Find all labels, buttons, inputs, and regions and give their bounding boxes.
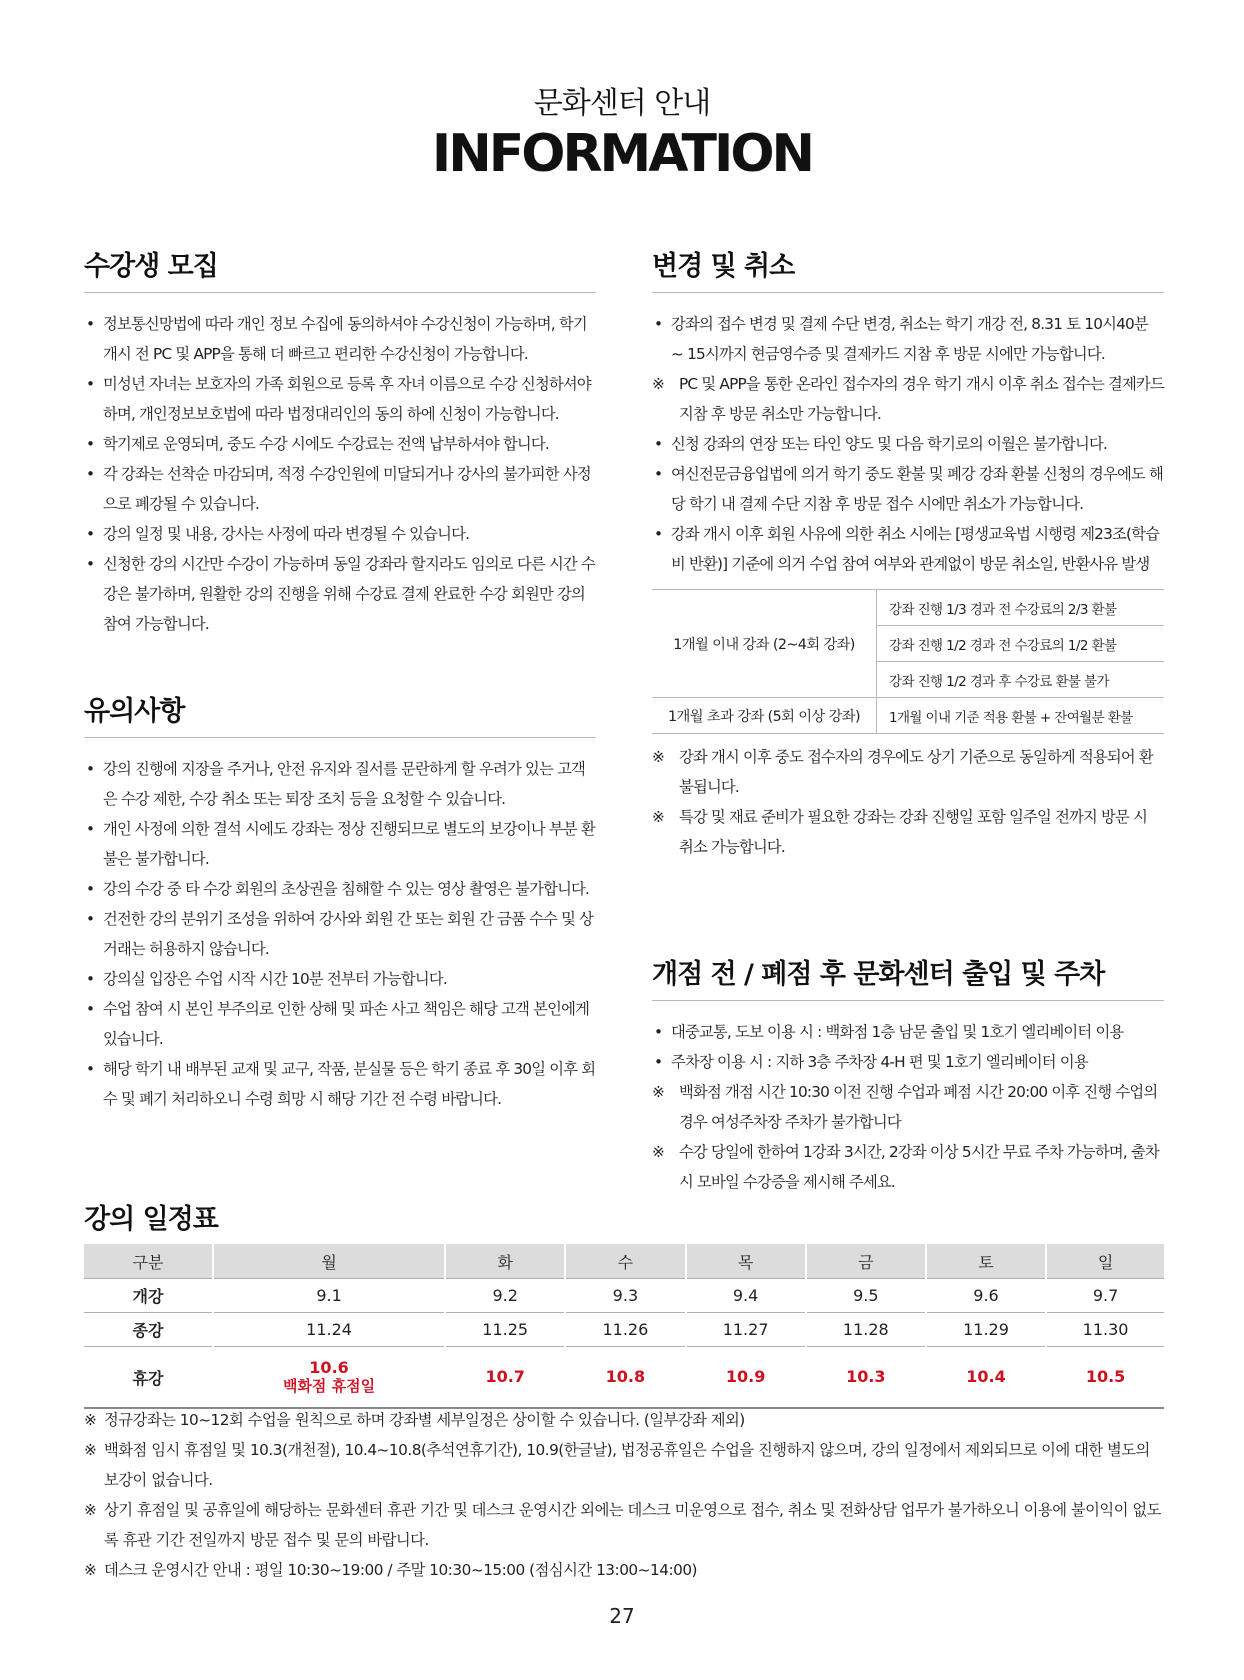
list-item: • 강의 수강 중 타 수강 회원의 초상권을 침해할 수 있는 영상 촬영은 불가합니다. (86, 880, 590, 898)
change-notes (652, 742, 1164, 862)
row-label: 휴강 (84, 1347, 213, 1409)
table-cell: 10.7 (445, 1347, 565, 1409)
table-cell: 11.26 (565, 1313, 685, 1347)
list-item: • 해당 학기 내 배부된 교재 및 교구, 작품, 분실물 등은 학기 종료 후 30일 이후 회수 및 폐기 처리하오니 수령 희망 시 해당 기간 전 수령 바랍니다. (86, 1060, 596, 1108)
table-cell: 9.6 (926, 1279, 1046, 1313)
table-row (84, 1313, 1164, 1347)
recruit-section (84, 250, 596, 639)
table-cell: 11.24 (213, 1313, 445, 1347)
table-row (84, 1279, 1164, 1313)
note-item: ※ 상기 휴점일 및 공휴일에 해당하는 문화센터 휴관 기간 및 데스크 운영시간 외에는 데스크 미운영으로 접수, 취소 및 전화상담 업무가 불가하오니 이용에 불이익이 없도록 휴관 기간 전일까지 방문 접수 및 문의 바랍니다. (84, 1501, 1161, 1549)
column-header: 수 (565, 1244, 685, 1279)
list-item: • 학기제로 운영되며, 중도 수강 시에도 수강료는 전액 납부하셔야 합니다. (86, 435, 549, 453)
column-header: 월 (213, 1244, 445, 1279)
column-header: 구분 (84, 1244, 213, 1279)
list-item: • 신청한 강의 시간만 수강이 가능하며 동일 강좌라 할지라도 임의로 다른 시간 수강은 불가하며, 원활한 강의 진행을 위해 수강료 결제 완료한 수강 회원만 강의 참여 가능합니다. (86, 555, 595, 633)
table-header-row (84, 1244, 1164, 1279)
table-cell: 9.2 (445, 1279, 565, 1313)
list-item: • 여신전문금융업법에 의거 학기 중도 환불 및 폐강 강좌 환불 신청의 경우에도 해당 학기 내 결제 수단 지참 후 방문 접수 시에만 취소가 가능합니다. (654, 465, 1163, 513)
refund-table (652, 589, 1164, 734)
refund-rule: 강좌 진행 1/2 경과 후 수강료 환불 불가 (877, 662, 1165, 698)
table-cell: 9.4 (686, 1279, 806, 1313)
list-item: • 강의 진행에 지장을 주거나, 안전 유지와 질서를 문란하게 할 우려가 있는 고객은 수강 제한, 수강 취소 또는 퇴장 조치 등을 요청할 수 있습니다. (86, 760, 586, 808)
caution-section (84, 695, 596, 1114)
page-header (0, 86, 1244, 184)
list-note: ※ 강좌 개시 이후 중도 접수자의 경우에도 상기 기준으로 동일하게 적용되어 환불됩니다. (652, 748, 1153, 796)
list-item: • 강좌의 접수 변경 및 결제 수단 변경, 취소는 학기 개강 전, 8.31 토 10시40분 ~ 15시까지 현금영수증 및 결제카드 지참 후 방문 시에만 가능합니다. (654, 315, 1148, 363)
change-title: 변경 및 취소 (652, 250, 1164, 293)
list-item: • 주차장 이용 시 : 지하 3층 주차장 4-H 편 및 1호기 엘리베이터 이용 (654, 1053, 1088, 1071)
access-section (652, 958, 1164, 1197)
recruit-title: 수강생 모집 (84, 250, 596, 293)
table-cell: 11.29 (926, 1313, 1046, 1347)
list-item: • 수업 참여 시 본인 부주의로 인한 상해 및 파손 사고 책임은 해당 고객 본인에게 있습니다. (86, 1000, 590, 1048)
list-item: • 건전한 강의 분위기 조성을 위하여 강사와 회원 간 또는 회원 간 금품 수수 및 상거래는 허용하지 않습니다. (86, 910, 594, 958)
table-cell: 10.5 (1046, 1347, 1164, 1409)
table-cell: 11.30 (1046, 1313, 1164, 1347)
table-cell: 9.3 (565, 1279, 685, 1313)
header-subtitle: 문화센터 안내 (533, 86, 711, 121)
change-section (652, 250, 1164, 862)
table-cell (213, 1347, 445, 1409)
table-cell: 9.1 (213, 1279, 445, 1313)
caution-list (84, 754, 596, 1114)
page-number: 27 (609, 1604, 635, 1628)
list-note: ※ 특강 및 재료 준비가 필요한 강좌는 강좌 진행일 포함 일주일 전까지 방문 시 취소 가능합니다. (652, 808, 1148, 856)
table-cell: 11.25 (445, 1313, 565, 1347)
list-item: • 강좌 개시 이후 회원 사유에 의한 취소 시에는 [평생교육법 시행령 제23조(학습비 반환)] 기준에 의거 수업 참여 여부와 관계없이 방문 취소일, 반환사유 발생 (654, 525, 1160, 573)
column-header: 금 (806, 1244, 926, 1279)
refund-rule: 강좌 진행 1/2 경과 전 수강료의 1/2 환불 (877, 626, 1165, 662)
bottom-notes (84, 1405, 1164, 1585)
table-cell: 10.3 (806, 1347, 926, 1409)
note-item: ※ 데스크 운영시간 안내 : 평일 10:30~19:00 / 주말 10:30~15:00 (점심시간 13:00~14:00) (84, 1561, 698, 1579)
header-title: INFORMATION (431, 124, 813, 184)
table-cell: 10.4 (926, 1347, 1046, 1409)
list-note: ※ PC 및 APP을 통한 온라인 접수자의 경우 학기 개시 이후 취소 접수는 결제카드 지참 후 방문 취소만 가능합니다. (652, 375, 1164, 423)
table-cell: 11.28 (806, 1313, 926, 1347)
list-item: • 신청 강좌의 연장 또는 타인 양도 및 다음 학기로의 이월은 불가합니다. (654, 435, 1108, 453)
table-cell: 9.7 (1046, 1279, 1164, 1313)
column-header: 토 (926, 1244, 1046, 1279)
table-row (652, 698, 1164, 734)
list-item: • 강의실 입장은 수업 시작 시간 10분 전부터 가능합니다. (86, 970, 447, 988)
schedule-title: 강의 일정표 (84, 1204, 218, 1235)
access-title: 개점 전 / 폐점 후 문화센터 출입 및 주차 (652, 958, 1164, 1001)
column-header: 일 (1046, 1244, 1164, 1279)
note-item: ※ 정규강좌는 10~12회 수업을 원칙으로 하며 강좌별 세부일정은 상이할 수 있습니다. (일부강좌 제외) (84, 1411, 745, 1429)
closed-note: 백화점 휴점일 (282, 1377, 376, 1395)
row-label: 종강 (84, 1313, 213, 1347)
change-list (652, 309, 1164, 579)
table-cell: 9.5 (806, 1279, 926, 1313)
refund-rule: 강좌 진행 1/3 경과 전 수강료의 2/3 환불 (877, 590, 1165, 626)
closed-date: 10.6 (309, 1358, 349, 1377)
caution-title: 유의사항 (84, 695, 596, 738)
list-note: ※ 수강 당일에 한하여 1강좌 3시간, 2강좌 이상 5시간 무료 주차 가능하며, 출차 시 모바일 수강증을 제시해 주세요. (652, 1143, 1159, 1191)
column-header: 목 (686, 1244, 806, 1279)
access-list (652, 1017, 1164, 1197)
schedule-table (84, 1244, 1164, 1409)
refund-row2-label: 1개월 초과 강좌 (5회 이상 강좌) (652, 698, 877, 734)
list-item: • 미성년 자녀는 보호자의 가족 회원으로 등록 후 자녀 이름으로 수강 신청하셔야 하며, 개인정보보호법에 따라 법정대리인의 동의 하에 신청이 가능합니다. (86, 375, 591, 423)
table-cell: 11.27 (686, 1313, 806, 1347)
list-note: ※ 백화점 개점 시간 10:30 이전 진행 수업과 폐점 시간 20:00 이후 진행 수업의 경우 여성주차장 주차가 불가합니다 (652, 1083, 1158, 1131)
list-item: • 강의 일정 및 내용, 강사는 사정에 따라 변경될 수 있습니다. (86, 525, 470, 543)
table-cell: 10.9 (686, 1347, 806, 1409)
recruit-list (84, 309, 596, 639)
refund-rule: 1개월 이내 기준 적용 환불 + 잔여월분 환불 (877, 698, 1165, 734)
table-cell: 10.8 (565, 1347, 685, 1409)
table-row (652, 590, 1164, 626)
note-item: ※ 백화점 임시 휴점일 및 10.3(개천절), 10.4~10.8(추석연휴기간), 10.9(한글날), 법정공휴일은 수업을 진행하지 않으며, 강의 일정에서 제외되므로 이에 대한 별도의 보강이 없습니다. (84, 1441, 1150, 1489)
list-item: • 개인 사정에 의한 결석 시에도 강좌는 정상 진행되므로 별도의 보강이나 부분 환불은 불가합니다. (86, 820, 595, 868)
column-header: 화 (445, 1244, 565, 1279)
table-row (84, 1347, 1164, 1409)
list-item: • 각 강좌는 선착순 마감되며, 적정 수강인원에 미달되거나 강사의 불가피한 사정으로 폐강될 수 있습니다. (86, 465, 591, 513)
list-item: • 정보통신망법에 따라 개인 정보 수집에 동의하셔야 수강신청이 가능하며, 학기 개시 전 PC 및 APP을 통해 더 빠르고 편리한 수강신청이 가능합니다. (86, 315, 587, 363)
refund-row1-label: 1개월 이내 강좌 (2~4회 강좌) (652, 590, 877, 698)
list-item: • 대중교통, 도보 이용 시 : 백화점 1층 남문 출입 및 1호기 엘리베이터 이용 (654, 1023, 1124, 1041)
row-label: 개강 (84, 1279, 213, 1313)
